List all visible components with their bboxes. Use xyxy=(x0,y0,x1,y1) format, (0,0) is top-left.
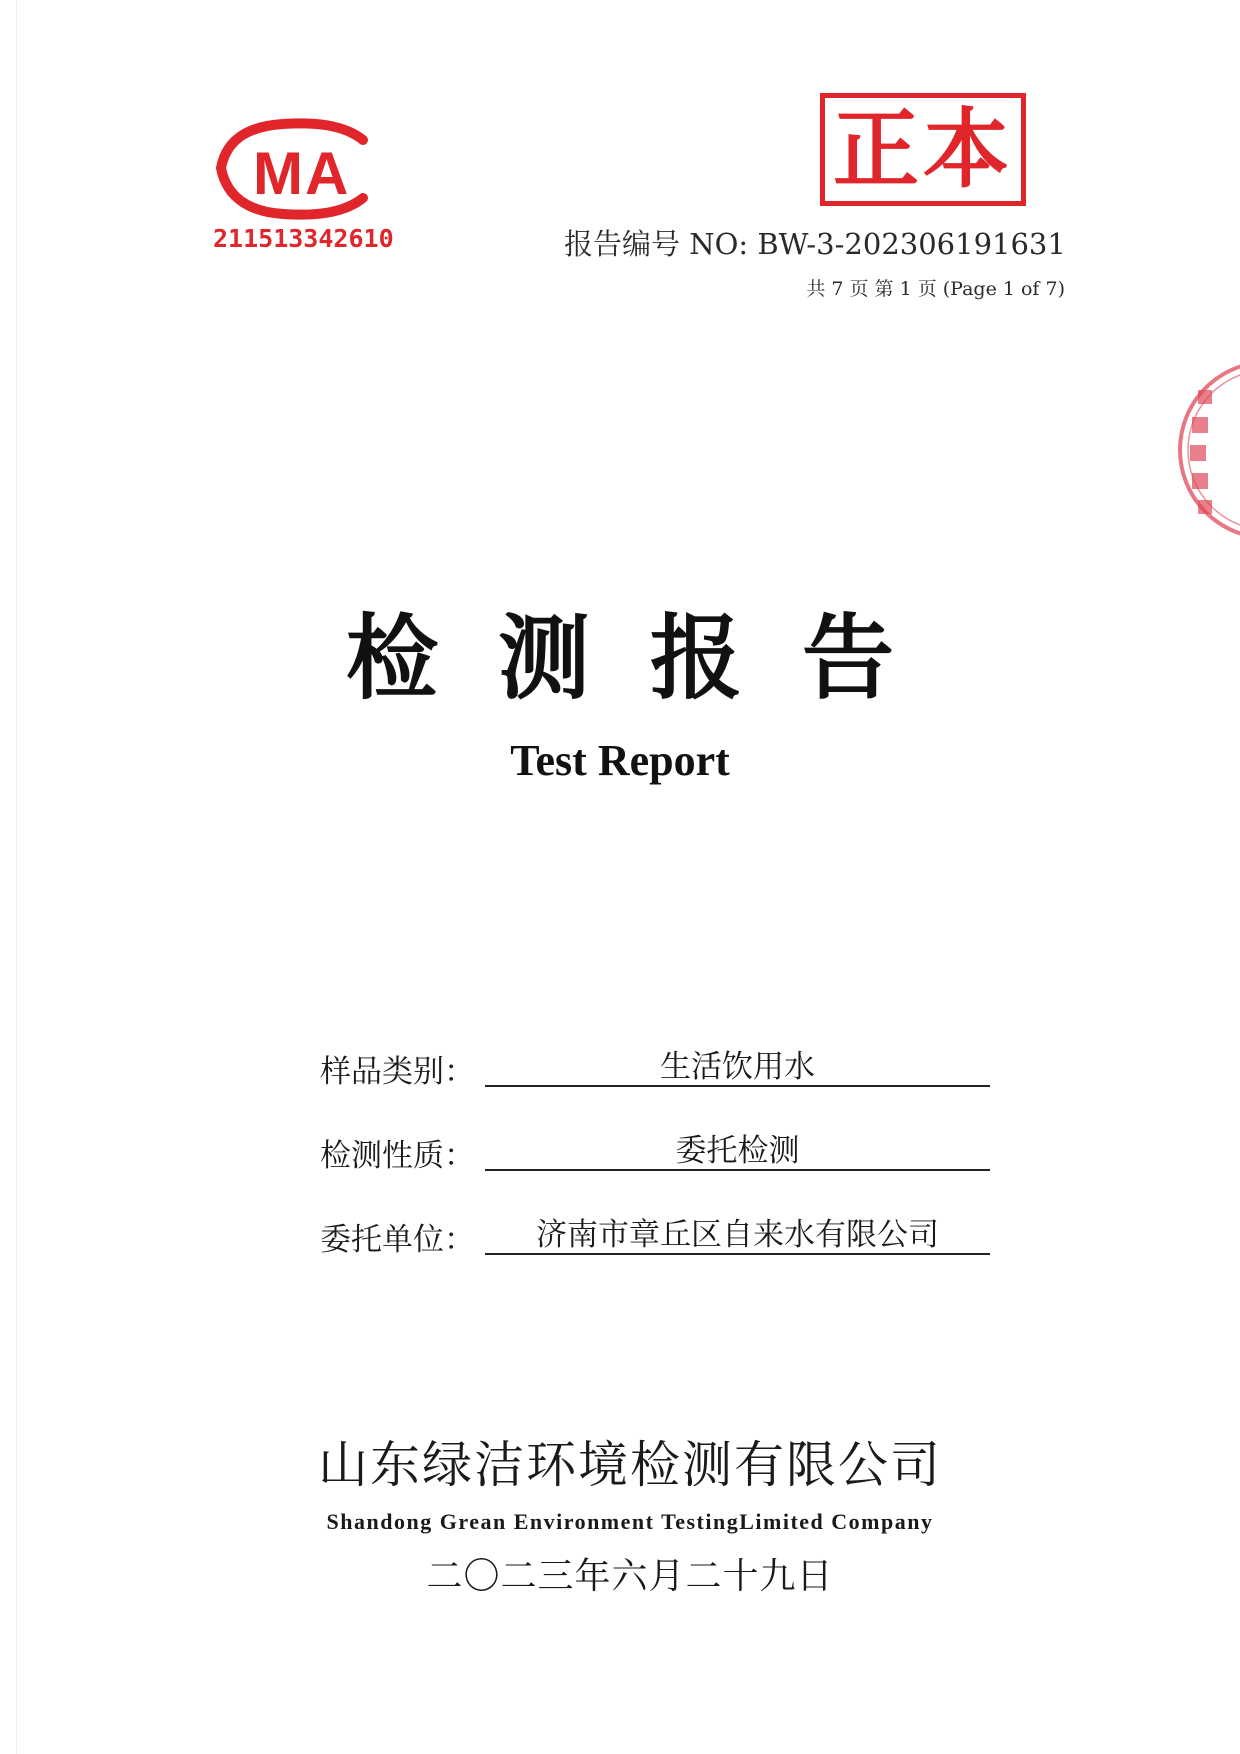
field-label: 样品类别： xyxy=(320,1054,475,1090)
report-number: 报告编号 NO: BW-3-202306191631 xyxy=(564,227,1066,261)
page-info: 共 7 页 第 1 页 (Page 1 of 7) xyxy=(806,278,1065,300)
cma-code: 211513342610 xyxy=(213,224,394,253)
field-label: 委托单位： xyxy=(320,1222,475,1258)
cma-logo-graphic xyxy=(213,118,403,222)
field-value: 生活饮用水 xyxy=(660,1049,815,1085)
field-test-nature xyxy=(320,1125,990,1175)
cma-logo xyxy=(213,118,403,258)
field-underline xyxy=(485,1169,990,1171)
field-value: 济南市章丘区自来水有限公司 xyxy=(536,1217,939,1253)
original-copy-stamp xyxy=(820,93,1026,206)
svg-text:MA: MA xyxy=(253,140,351,207)
field-underline xyxy=(485,1253,990,1255)
field-label: 检测性质： xyxy=(320,1138,475,1174)
field-value: 委托检测 xyxy=(675,1133,800,1169)
field-underline xyxy=(485,1085,990,1087)
report-title-cn: 检测报告 xyxy=(345,604,954,712)
company-name-cn: 山东绿洁环境检测有限公司 xyxy=(318,1436,942,1494)
report-date: 二〇二三年六月二十九日 xyxy=(426,1556,834,1597)
field-sample-type xyxy=(320,1041,990,1091)
company-name-en: Shandong Grean Environment TestingLimited Company xyxy=(326,1509,934,1534)
report-title-en: Test Report xyxy=(510,736,730,785)
field-client xyxy=(320,1209,990,1259)
partial-seal-icon xyxy=(1168,355,1240,545)
original-copy-stamp-text: 正本 xyxy=(833,99,1013,200)
